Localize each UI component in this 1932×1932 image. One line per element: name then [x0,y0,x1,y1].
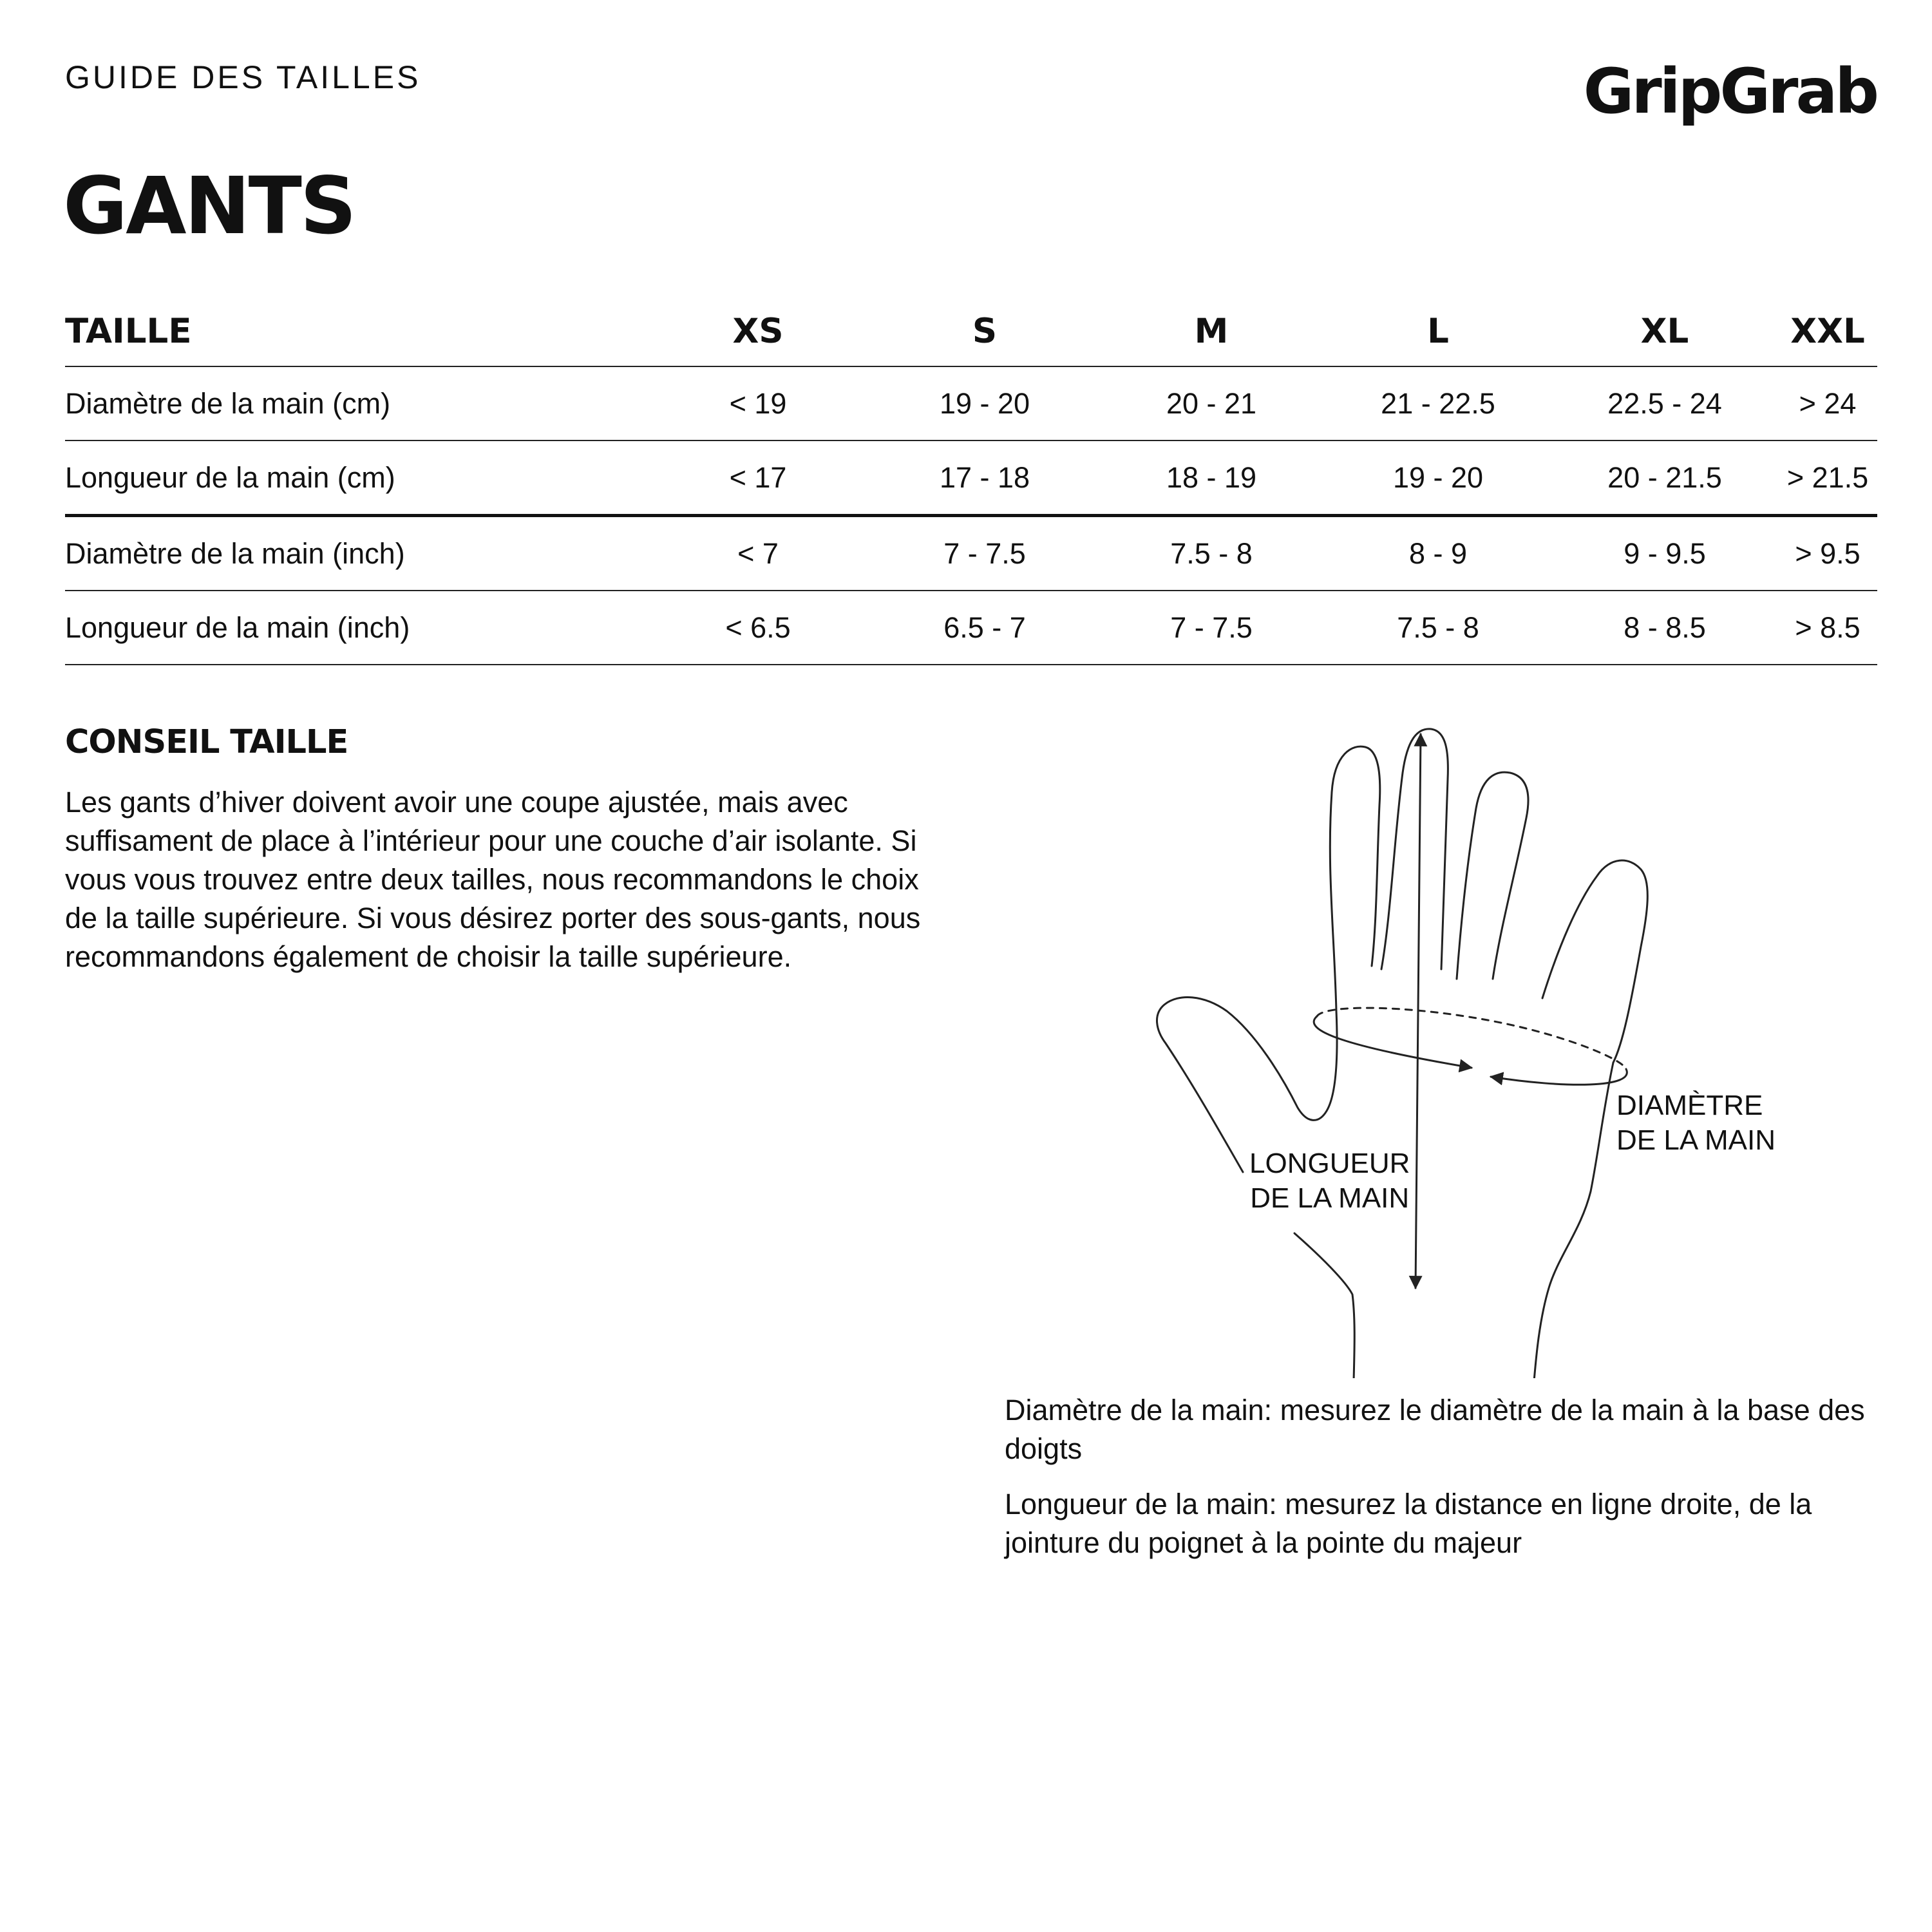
table-cell: 8 - 9 [1325,516,1551,591]
table-cell: > 8.5 [1778,591,1877,665]
table-cell: > 21.5 [1778,440,1877,516]
table-row [65,591,1877,665]
ring-finger-outline [1457,772,1528,979]
table-cell: 18 - 19 [1098,440,1325,516]
table-cell: > 24 [1778,366,1877,440]
header-size-xxl: XXL [1778,296,1877,366]
length-label [1249,1146,1410,1216]
table-cell: 9 - 9.5 [1551,516,1778,591]
length-label-line: LONGUEUR [1249,1148,1410,1179]
index-finger-outline [1330,746,1380,1011]
header-size-xs: XS [645,296,871,366]
table-cell: < 17 [645,440,871,516]
length-label-line: DE LA MAIN [1250,1182,1410,1214]
table-cell: 22.5 - 24 [1551,366,1778,440]
hand-outline-icon [1121,708,1829,1378]
guide-label: GUIDE DES TAILLES [65,59,421,95]
middle-finger-outline [1381,729,1448,969]
header-taille: TAILLE [65,296,645,366]
table-cell: 20 - 21 [1098,366,1325,440]
diameter-note: Diamètre de la main: mesurez le diamètre de la main à la base des doigts [1005,1394,1865,1465]
wrist-left-outline [1294,1233,1354,1378]
size-table [65,296,1877,665]
page-title: GANTS [63,160,355,252]
palm-right-outline [1534,1063,1613,1378]
table-cell: < 6.5 [645,591,871,665]
table-cell: 17 - 18 [871,440,1098,516]
pinky-outline [1542,860,1647,1063]
table-cell: > 9.5 [1778,516,1877,591]
diameter-label-line: DE LA MAIN [1616,1124,1776,1156]
row-label: Longueur de la main (cm) [65,440,645,516]
row-label: Diamètre de la main (cm) [65,366,645,440]
table-cell: 7 - 7.5 [871,516,1098,591]
header-size-xl: XL [1551,296,1778,366]
diameter-label [1616,1088,1776,1158]
table-row [65,366,1877,440]
table-cell: < 7 [645,516,871,591]
table-cell: < 19 [645,366,871,440]
diameter-ellipse-back [1317,1008,1626,1069]
length-note: Longueur de la main: mesurez la distance en ligne droite, de la jointure du poignet à la pointe du majeur [1005,1488,1812,1559]
advice-text: Les gants d’hiver doivent avoir une coupe ajustée, mais avec suffisament de place à l’intérieur pour une couche d’air isolante. Si vous vous trouvez entre deux tailles, nous recommandons le choix de la taille supérieure. Si vous désirez porter des sous-gants, nous recommandons également de choisir la taille supérieure. [65,786,921,973]
table-cell: 7.5 - 8 [1098,516,1325,591]
table-row [65,516,1877,591]
table-cell: 7.5 - 8 [1325,591,1551,665]
table-row [65,440,1877,516]
table-cell: 8 - 8.5 [1551,591,1778,665]
table-cell: 6.5 - 7 [871,591,1098,665]
row-label: Diamètre de la main (inch) [65,516,645,591]
brand-logo: GripGrab [1583,55,1877,128]
diameter-label-line: DIAMÈTRE [1616,1090,1763,1121]
advice-title: CONSEIL TAILLE [65,723,348,761]
table-cell: 20 - 21.5 [1551,440,1778,516]
size-table-header-row [65,296,1877,366]
table-cell: 7 - 7.5 [1098,591,1325,665]
header-size-s: S [871,296,1098,366]
header-size-m: M [1098,296,1325,366]
diameter-ellipse-front-right [1491,1069,1627,1084]
table-cell: 21 - 22.5 [1325,366,1551,440]
table-cell: 19 - 20 [871,366,1098,440]
table-cell: 19 - 20 [1325,440,1551,516]
row-label: Longueur de la main (inch) [65,591,645,665]
header-size-l: L [1325,296,1551,366]
